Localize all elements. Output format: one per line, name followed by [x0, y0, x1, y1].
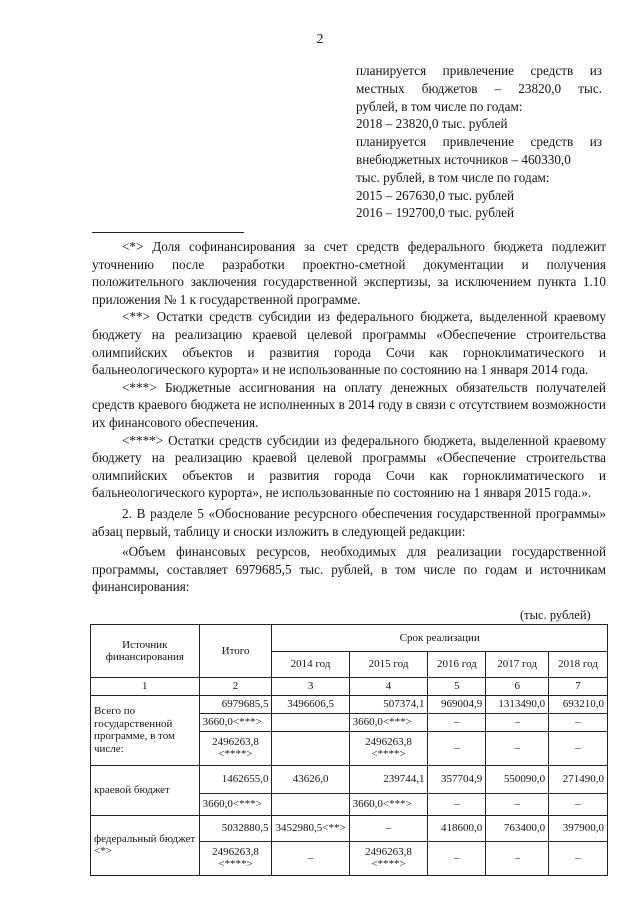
column-number: 3	[272, 678, 349, 696]
table-cell: 43626,0	[272, 765, 349, 793]
table-cell: –	[549, 713, 608, 731]
table-cell: –	[486, 841, 549, 875]
table-cell: 693210,0	[549, 695, 608, 713]
summary-line: тыс. рублей, в том числе по годам:	[356, 169, 550, 185]
unit-label: (тыс. рублей)	[520, 608, 591, 622]
column-number: 1	[91, 678, 200, 696]
column-number: 6	[486, 678, 549, 696]
header-year: 2016 год	[428, 652, 486, 678]
table-cell: 2496263,8 <****>	[199, 731, 272, 765]
funding-table	[90, 624, 608, 876]
table-cell: –	[349, 815, 428, 841]
page-number: 2	[316, 32, 324, 47]
table-row	[91, 695, 608, 713]
paragraph: 2. В разделе 5 «Обоснование ресурсного обеспечения государственной программы» абзац первый, таблицу и сноски изложить в следующей редакции:	[92, 505, 606, 539]
summary-line: планируется привлечение средств из	[356, 63, 602, 78]
summary-line: 2015 – 267630,0 тыс. рублей	[356, 187, 515, 203]
table-cell	[272, 731, 349, 765]
footnote: <****> Остатки средств субсидии из федерального бюджета, выделенной краевому бюджету на реализацию краевой целевой программы «Обеспечение строительства олимпийских объектов и развития города Сочи как горноклиматического и бальнеологического курорта», не использованные по состоянию на 1 января 2015 года.».	[92, 432, 606, 501]
header-year: 2014 год	[272, 652, 349, 678]
summary-line: 2016 – 192700,0 тыс. рублей	[356, 205, 515, 221]
table-cell: –	[486, 793, 549, 815]
footnote-divider	[92, 232, 244, 233]
table-cell: 2496263,8 <****>	[349, 841, 428, 875]
table-cell: 6979685,5	[199, 695, 272, 713]
table-cell: 3496606,5	[272, 695, 349, 713]
header-period: Срок реализации	[272, 625, 608, 652]
table-cell: 1313490,0	[486, 695, 549, 713]
table-cell	[272, 793, 349, 815]
table-cell: –	[486, 713, 549, 731]
table-row	[91, 815, 608, 841]
funding-summary-block	[356, 62, 602, 222]
table-cell: 5032880,5	[199, 815, 272, 841]
table-cell: 2496263,8 <****>	[199, 841, 272, 875]
table-cell: 3660,0<***>	[199, 793, 272, 815]
table-cell: 357704,9	[428, 765, 486, 793]
summary-line: внебюджетных источников – 460330,0	[356, 151, 571, 167]
header-year: 2018 год	[549, 652, 608, 678]
footnote: <***> Бюджетные ассигнования на оплату денежных обязательств получателей средств краевого бюджета не исполненных в 2014 году в связи с отсутствием возможности их финансового обеспечения.	[92, 379, 606, 430]
summary-line: рублей, в том числе по годам:	[356, 98, 523, 114]
table-cell: –	[549, 841, 608, 875]
table-cell: 1462655,0	[199, 765, 272, 793]
table-cell: –	[549, 793, 608, 815]
table-cell: –	[486, 731, 549, 765]
table-cell: 3660,0<***>	[349, 713, 428, 731]
table-cell: 239744,1	[349, 765, 428, 793]
table-cell	[272, 713, 349, 731]
column-number: 2	[199, 678, 272, 696]
table-cell: 397900,0	[549, 815, 608, 841]
summary-line: 2018 – 23820,0 тыс. рублей	[356, 116, 508, 132]
body-text	[92, 238, 606, 596]
summary-line: местных бюджетов – 23820,0 тыс.	[356, 80, 602, 96]
table-cell: 3660,0<***>	[349, 793, 428, 815]
header-total: Итого	[199, 625, 272, 678]
footnote: <*> Доля софинансирования за счет средств федерального бюджета подлежит уточнению после разработки проектно-сметной документации и получения положительного заключения государственной экспертизы, за исключением пункта 1.10 приложения № 1 к государственной программе.	[92, 239, 606, 307]
table-cell: –	[428, 841, 486, 875]
header-source: Источник финансирования	[91, 625, 200, 678]
header-year: 2017 год	[486, 652, 549, 678]
table-cell: 271490,0	[549, 765, 608, 793]
column-number: 5	[428, 678, 486, 696]
footnote: <**> Остатки средств субсидии из федерального бюджета, выделенной краевому бюджету на реализацию краевой целевой программы «Обеспечение строительства олимпийских объектов и развития города Сочи как горноклиматического и бальнеологического курорта» и не использованные по состоянию на 1 января 2014 года.	[92, 309, 606, 378]
table-cell: –	[549, 731, 608, 765]
table-cell: 418600,0	[428, 815, 486, 841]
table-cell: –	[428, 713, 486, 731]
column-number: 7	[549, 678, 608, 696]
table-cell: 550090,0	[486, 765, 549, 793]
table-cell: 507374,1	[349, 695, 428, 713]
row-label-regional-budget: краевой бюджет	[91, 765, 200, 815]
row-label-total: Всего по государственной программе, в том числе:	[91, 695, 200, 765]
table-cell: 763400,0	[486, 815, 549, 841]
column-number: 4	[349, 678, 428, 696]
paragraph: «Объем финансовых ресурсов, необходимых для реализации государственной программы, составляет 6979685,5 тыс. рублей, в том числе по годам и источникам финансирования:	[92, 544, 606, 595]
summary-line: планируется привлечение средств из	[356, 134, 602, 150]
table-cell: –	[272, 841, 349, 875]
table-cell: 2496263,8 <****>	[349, 731, 428, 765]
row-label-federal-budget: федеральный бюджет <*>	[91, 815, 200, 875]
table-cell: –	[428, 731, 486, 765]
table-cell: –	[428, 793, 486, 815]
header-year: 2015 год	[349, 652, 428, 678]
table-cell: 3452980,5<**>	[272, 815, 349, 841]
table-row	[91, 765, 608, 793]
table-cell: 3660,0<***>	[199, 713, 272, 731]
table-cell: 969004,9	[428, 695, 486, 713]
